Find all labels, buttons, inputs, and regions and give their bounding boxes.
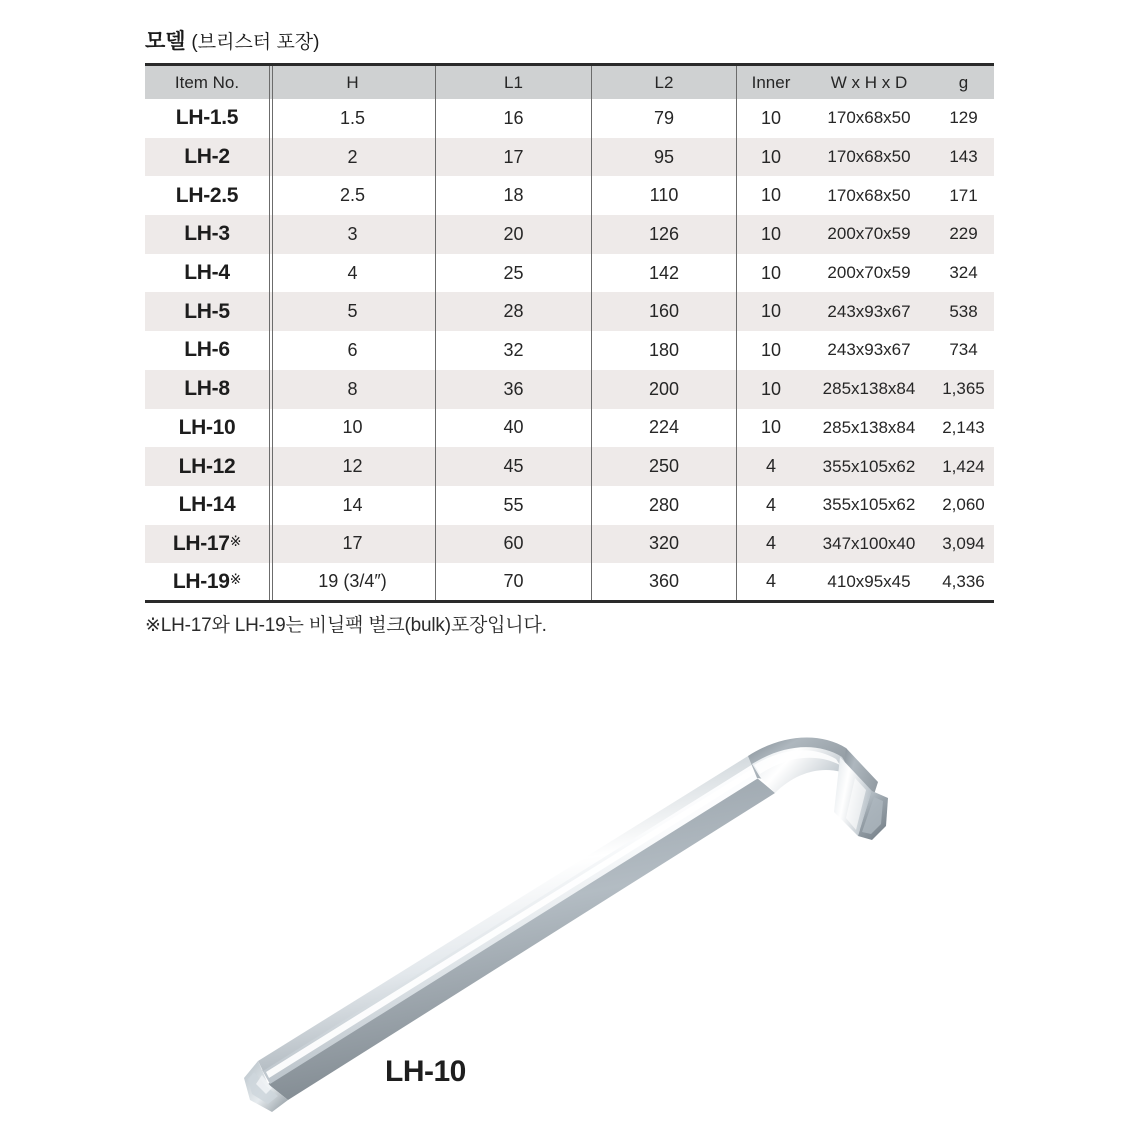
column-header-l1: L1 bbox=[436, 65, 592, 100]
cell-h: 14 bbox=[342, 494, 363, 515]
cell-l1: 28 bbox=[436, 292, 592, 331]
cell-wxhxd: 200x70x59 bbox=[827, 263, 911, 283]
cell-l2: 126 bbox=[592, 215, 737, 254]
cell-g: 324 bbox=[949, 263, 978, 283]
cell-l2: 110 bbox=[592, 176, 737, 215]
cell-inner: 10 bbox=[737, 254, 806, 293]
cell-l1: 32 bbox=[436, 331, 592, 370]
cell-inner: 10 bbox=[737, 99, 806, 138]
table-row bbox=[145, 370, 994, 409]
table-row bbox=[145, 292, 994, 331]
cell-l1: 20 bbox=[436, 215, 592, 254]
column-header-inner: Inner bbox=[737, 65, 806, 100]
cell-item-no: LH-6 bbox=[145, 331, 270, 370]
cell-l1: 18 bbox=[436, 176, 592, 215]
table-row bbox=[145, 447, 994, 486]
table-header bbox=[145, 65, 994, 100]
table-row bbox=[145, 99, 994, 138]
spec-title-strong: 모델 bbox=[145, 30, 186, 53]
table-row bbox=[145, 486, 994, 525]
spec-title-normal: (브리스터 포장) bbox=[191, 32, 320, 53]
cell-g: 2,060 bbox=[942, 495, 985, 515]
cell-inner: 10 bbox=[737, 331, 806, 370]
cell-g: 2,143 bbox=[942, 417, 985, 437]
column-header-item-no: Item No. bbox=[145, 65, 270, 100]
cell-l2: 95 bbox=[592, 138, 737, 177]
cell-inner: 10 bbox=[737, 370, 806, 409]
cell-inner: 4 bbox=[737, 563, 806, 602]
cell-item-no: LH-2.5 bbox=[145, 176, 270, 215]
cell-g: 143 bbox=[949, 147, 978, 167]
cell-wxhxd: 243x93x67 bbox=[827, 301, 911, 321]
cell-l1: 60 bbox=[436, 525, 592, 564]
cell-h: 8 bbox=[347, 378, 358, 399]
cell-inner: 10 bbox=[737, 292, 806, 331]
cell-item-no: LH-5 bbox=[145, 292, 270, 331]
cell-h: 12 bbox=[342, 456, 363, 477]
cell-g: 4,336 bbox=[942, 571, 985, 591]
cell-g: 1,424 bbox=[942, 456, 985, 476]
cell-h: 1.5 bbox=[339, 107, 366, 128]
cell-item-no: LH-2 bbox=[145, 138, 270, 177]
cell-g: 229 bbox=[949, 224, 978, 244]
cell-l2: 250 bbox=[592, 447, 737, 486]
cell-item-no: LH-14 bbox=[145, 486, 270, 525]
cell-g: 1,365 bbox=[942, 379, 985, 399]
column-header-g: g bbox=[933, 65, 994, 100]
cell-wxhxd: 355x105x62 bbox=[822, 495, 916, 515]
cell-l1: 45 bbox=[436, 447, 592, 486]
table-row bbox=[145, 331, 994, 370]
column-header-wxhxd: W x H x D bbox=[805, 65, 933, 100]
cell-l1: 70 bbox=[436, 563, 592, 602]
specification-table bbox=[145, 63, 994, 603]
cell-item-no: LH-8 bbox=[145, 370, 270, 409]
cell-wxhxd: 243x93x67 bbox=[827, 340, 911, 360]
cell-inner: 4 bbox=[737, 525, 806, 564]
column-header-h: H bbox=[270, 65, 436, 100]
cell-item-no: LH-19※ bbox=[145, 563, 270, 602]
cell-l2: 360 bbox=[592, 563, 737, 602]
cell-inner: 10 bbox=[737, 138, 806, 177]
table-header-row bbox=[145, 65, 994, 100]
cell-item-no: LH-4 bbox=[145, 254, 270, 293]
spec-table-section bbox=[145, 28, 990, 637]
cell-inner: 4 bbox=[737, 447, 806, 486]
cell-g: 171 bbox=[949, 185, 978, 205]
cell-l2: 79 bbox=[592, 99, 737, 138]
cell-l2: 320 bbox=[592, 525, 737, 564]
cell-inner: 10 bbox=[737, 409, 806, 448]
cell-wxhxd: 347x100x40 bbox=[822, 533, 916, 553]
cell-g: 129 bbox=[949, 108, 978, 128]
table-row bbox=[145, 409, 994, 448]
cell-h: 17 bbox=[342, 533, 363, 554]
cell-h: 3 bbox=[347, 223, 358, 244]
cell-wxhxd: 170x68x50 bbox=[827, 108, 911, 128]
cell-item-no: LH-3 bbox=[145, 215, 270, 254]
cell-inner: 10 bbox=[737, 176, 806, 215]
cell-wxhxd: 355x105x62 bbox=[822, 456, 916, 476]
cell-l1: 55 bbox=[436, 486, 592, 525]
cell-l1: 36 bbox=[436, 370, 592, 409]
table-row bbox=[145, 176, 994, 215]
cell-h: 5 bbox=[347, 301, 358, 322]
cell-l1: 40 bbox=[436, 409, 592, 448]
cell-item-no: LH-12 bbox=[145, 447, 270, 486]
cell-wxhxd: 200x70x59 bbox=[827, 224, 911, 244]
cell-item-no: LH-1.5 bbox=[145, 99, 270, 138]
cell-l2: 142 bbox=[592, 254, 737, 293]
table-row bbox=[145, 525, 994, 564]
cell-h: 6 bbox=[347, 339, 358, 360]
cell-l2: 180 bbox=[592, 331, 737, 370]
table-row bbox=[145, 254, 994, 293]
cell-l1: 17 bbox=[436, 138, 592, 177]
cell-wxhxd: 285x138x84 bbox=[822, 379, 916, 399]
cell-h: 4 bbox=[347, 262, 358, 283]
table-body bbox=[145, 99, 994, 602]
cell-inner: 4 bbox=[737, 486, 806, 525]
table-footnote: ※LH-17와 LH-19는 비닐팩 벌크(bulk)포장입니다. bbox=[145, 615, 547, 637]
cell-l2: 280 bbox=[592, 486, 737, 525]
cell-g: 538 bbox=[949, 301, 978, 321]
cell-l2: 224 bbox=[592, 409, 737, 448]
cell-g: 3,094 bbox=[942, 533, 985, 553]
cell-wxhxd: 170x68x50 bbox=[827, 147, 911, 167]
hex-key-wrench-icon bbox=[0, 660, 1143, 1140]
cell-inner: 10 bbox=[737, 215, 806, 254]
table-row bbox=[145, 138, 994, 177]
cell-l1: 25 bbox=[436, 254, 592, 293]
cell-h: 19 (3/4″) bbox=[318, 571, 387, 592]
cell-g: 734 bbox=[949, 340, 978, 360]
cell-l2: 200 bbox=[592, 370, 737, 409]
cell-h: 10 bbox=[342, 417, 363, 438]
cell-wxhxd: 170x68x50 bbox=[827, 185, 911, 205]
table-row bbox=[145, 563, 994, 602]
cell-wxhxd: 410x95x45 bbox=[827, 571, 911, 591]
product-label: LH-10 bbox=[385, 1055, 466, 1088]
column-header-l2: L2 bbox=[592, 65, 737, 100]
cell-l2: 160 bbox=[592, 292, 737, 331]
cell-item-no: LH-10 bbox=[145, 409, 270, 448]
product-image-section bbox=[0, 660, 1143, 1140]
cell-wxhxd: 285x138x84 bbox=[822, 417, 916, 437]
cell-h: 2.5 bbox=[339, 185, 366, 206]
cell-item-no: LH-17※ bbox=[145, 525, 270, 564]
cell-h: 2 bbox=[347, 146, 358, 167]
cell-l1: 16 bbox=[436, 99, 592, 138]
spec-title bbox=[145, 28, 990, 57]
table-row bbox=[145, 215, 994, 254]
